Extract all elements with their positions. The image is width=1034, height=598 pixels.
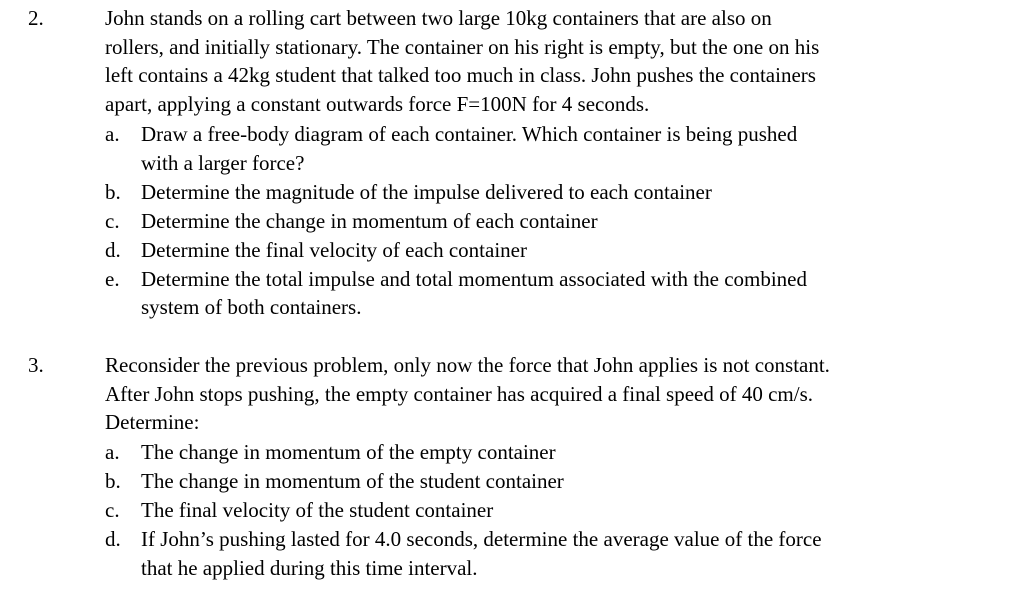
sub-question-text: Determine the total impulse and total momentum associated with the combined	[141, 266, 808, 291]
sub-question-text: Determine the change in momentum of each container	[141, 208, 598, 233]
sub-question-d	[105, 236, 1005, 265]
stem-line: After John stops pushing, the empty container has acquired a final speed of 40 cm/s.	[105, 381, 813, 406]
sub-question-a	[105, 438, 1005, 467]
problem-number: 3.	[28, 353, 44, 377]
sub-question-label: b.	[105, 179, 121, 204]
sub-question-text: The change in momentum of the empty container	[141, 440, 556, 464]
sub-question-text: with a larger force?	[141, 150, 305, 175]
sub-question-a	[105, 120, 1005, 178]
sub-question-b	[105, 178, 1005, 207]
sub-question-text: The change in momentum of the student container	[141, 468, 564, 493]
sub-question-e	[105, 265, 1005, 323]
sub-question-list	[105, 438, 1005, 583]
sub-question-text: that he applied during this time interval.	[141, 555, 478, 580]
sub-question-label: a.	[105, 440, 120, 464]
sub-question-text: Determine the magnitude of the impulse delivered to each container	[141, 179, 712, 204]
sub-question-list	[105, 120, 1005, 322]
sub-question-c	[105, 496, 1005, 525]
problem-stem	[105, 351, 1005, 437]
sub-question-label: d.	[105, 237, 121, 262]
sub-question-text: system of both containers.	[141, 295, 362, 320]
problem-number: 2.	[28, 6, 44, 30]
sub-question-d	[105, 525, 1005, 583]
sub-question-b	[105, 467, 1005, 496]
sub-question-c	[105, 207, 1005, 236]
sub-question-text: Determine the final velocity of each container	[141, 237, 527, 262]
sub-question-label: b.	[105, 468, 121, 493]
sub-question-label: e.	[105, 266, 120, 291]
sub-question-text: Draw a free-body diagram of each container. Which container is being pushed	[141, 122, 798, 146]
stem-line: rollers, and initially stationary. The container on his right is empty, but the one on his	[105, 34, 820, 59]
sub-question-text: The final velocity of the student container	[141, 497, 494, 522]
sub-question-label: a.	[105, 122, 120, 146]
stem-line: left contains a 42kg student that talked too much in class. John pushes the containers	[105, 63, 816, 88]
sub-question-label: c.	[105, 208, 120, 233]
problem-stem	[105, 4, 1005, 118]
sub-question-label: d.	[105, 526, 121, 551]
stem-line: apart, applying a constant outwards force F=100N for 4 seconds.	[105, 91, 650, 116]
stem-line: John stands on a rolling cart between two large 10kg containers that are also on	[105, 6, 772, 30]
stem-line: Determine:	[105, 410, 200, 435]
sub-question-text: If John’s pushing lasted for 4.0 seconds, determine the average value of the force	[141, 526, 822, 551]
stem-line: Reconsider the previous problem, only now the force that John applies is not constant.	[105, 353, 830, 377]
sub-question-label: c.	[105, 497, 120, 522]
